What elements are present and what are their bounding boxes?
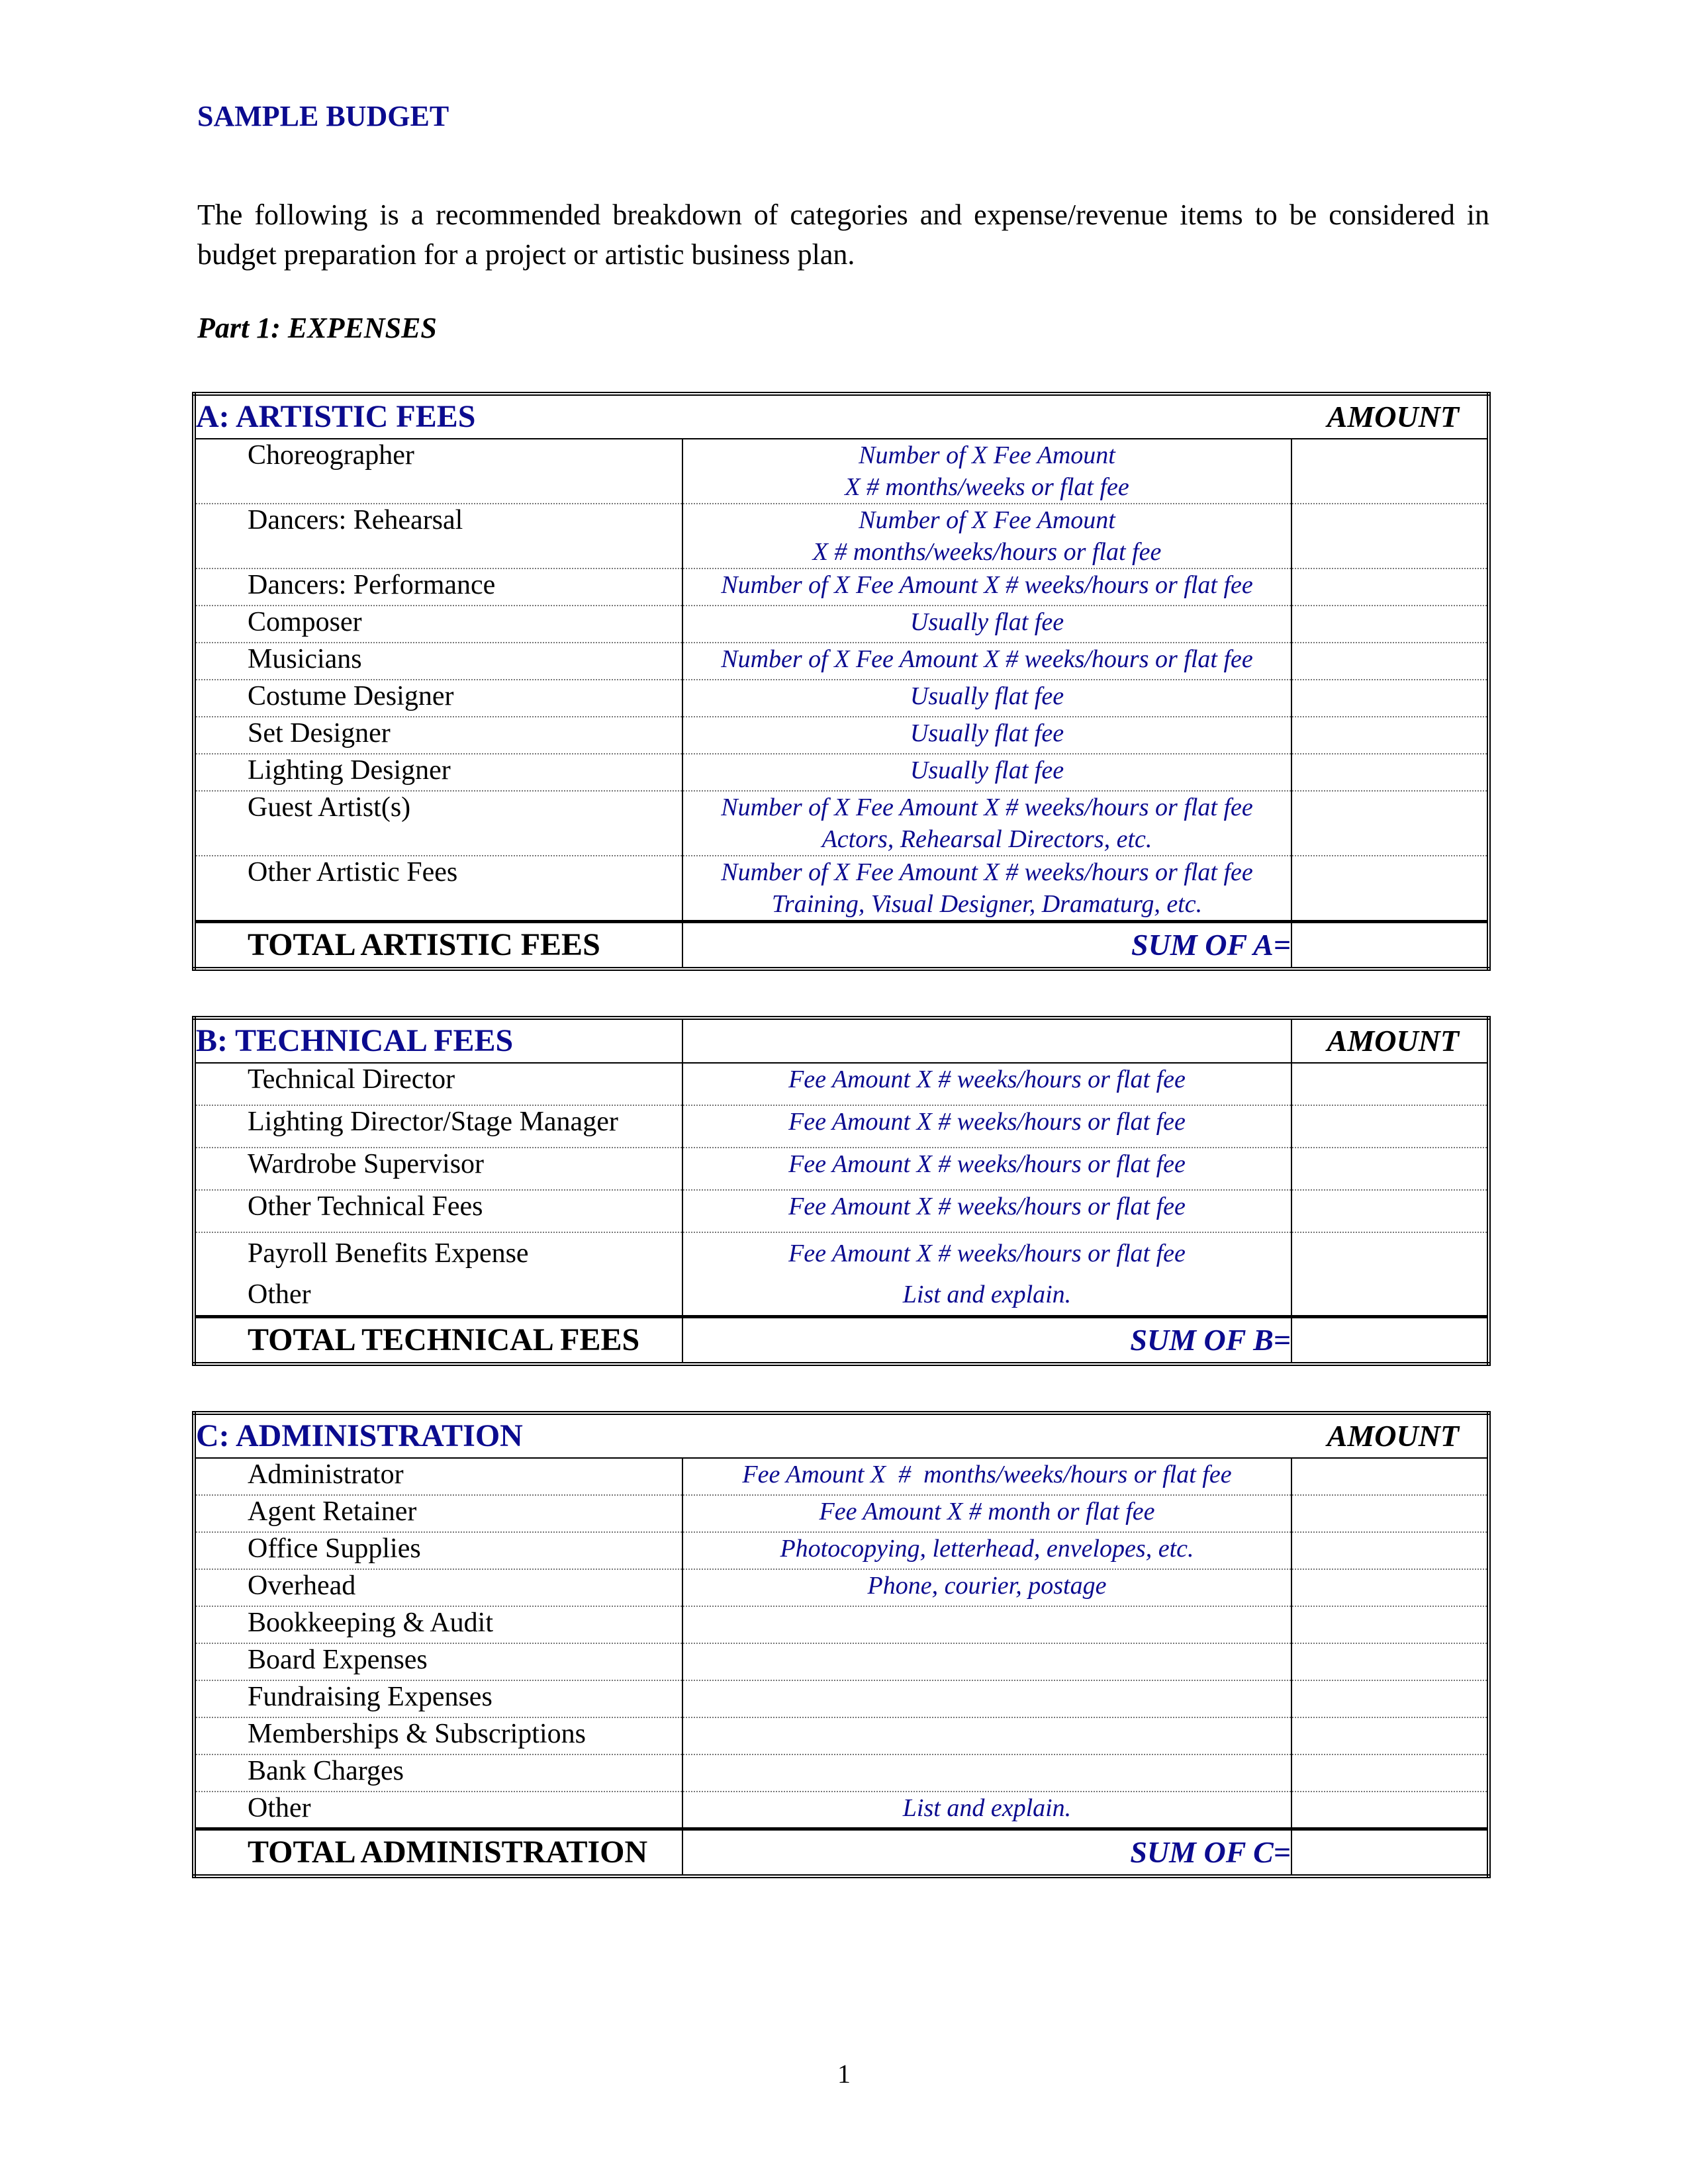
item-note: Fee Amount X # weeks/hours or flat fee List and explain. [682,1232,1291,1317]
item-label: Guest Artist(s) [194,791,682,856]
total-label: TOTAL TECHNICAL FEES [248,1322,640,1357]
item-note [682,1606,1291,1643]
amount-cell[interactable] [1291,1532,1489,1569]
item-label: Set Designer [194,717,682,754]
amount-cell[interactable] [1291,1105,1489,1148]
intro-paragraph: The following is a recommended breakdown of categories and expense/revenue items to be considered in budget preparation for a project or artistic business plan. [197,199,1489,271]
amount-cell[interactable] [1291,717,1489,754]
item-label: Payroll Benefits Expense Other [194,1232,682,1317]
item-note: Usually flat fee [682,754,1291,791]
item-note: Usually flat fee [682,680,1291,717]
amount-cell[interactable] [1291,643,1489,680]
item-note: Number of X Fee Amount X # weeks/hours or flat fee Actors, Rehearsal Directors, etc. [682,791,1291,856]
table-row [194,606,1489,643]
amount-cell[interactable] [1291,1495,1489,1532]
item-note: Fee Amount X # weeks/hours or flat fee [682,1105,1291,1148]
table-row [194,1606,1489,1643]
amount-cell[interactable] [1291,1232,1489,1317]
item-label: Overhead [194,1569,682,1606]
item-note [682,1680,1291,1717]
table-row [194,1792,1489,1829]
item-note: Usually flat fee [682,717,1291,754]
table-row [194,1232,1489,1317]
table-row [194,1717,1489,1754]
item-label: Costume Designer [194,680,682,717]
table-row [194,754,1489,791]
table-row [194,643,1489,680]
page-title: SAMPLE BUDGET [197,100,449,132]
item-note: Number of X Fee Amount X # weeks/hours or flat fee [682,643,1291,680]
item-note: Phone, courier, postage [682,1569,1291,1606]
amount-header: AMOUNT [1291,394,1489,439]
amount-cell[interactable] [1291,569,1489,606]
table-row [194,1680,1489,1717]
amount-cell[interactable] [1291,1643,1489,1680]
amount-cell[interactable] [1291,1680,1489,1717]
amount-cell[interactable] [1291,754,1489,791]
table-row [194,1190,1489,1232]
total-amount-cell[interactable] [1291,1317,1489,1365]
table-row [194,1148,1489,1190]
table-row [194,1495,1489,1532]
item-note: Number of X Fee Amount X # months/weeks/hours or flat fee [682,504,1291,569]
amount-cell[interactable] [1291,1754,1489,1792]
item-label: Agent Retainer [194,1495,682,1532]
item-note: Number of X Fee Amount X # weeks/hours or flat fee [682,569,1291,606]
item-label: Memberships & Subscriptions [194,1717,682,1754]
item-label: Wardrobe Supervisor [194,1148,682,1190]
amount-cell[interactable] [1291,1606,1489,1643]
item-label: Other [194,1792,682,1829]
item-label: Dancers: Performance [194,569,682,606]
item-note: Fee Amount X # months/weeks/hours or flat fee [682,1458,1291,1495]
page-number: 1 [837,2059,851,2089]
total-row [194,922,1489,970]
item-label: Bank Charges [194,1754,682,1792]
amount-cell[interactable] [1291,1458,1489,1495]
amount-cell[interactable] [1291,1063,1489,1105]
item-label: Other Artistic Fees [194,856,682,922]
total-row [194,1317,1489,1365]
item-note [682,1643,1291,1680]
sum-label: SUM OF B= [682,1317,1291,1365]
amount-cell[interactable] [1291,856,1489,922]
part-heading: Part 1: EXPENSES [197,312,437,344]
total-row [194,1829,1489,1876]
item-note: Fee Amount X # month or flat fee [682,1495,1291,1532]
item-note: Usually flat fee [682,606,1291,643]
item-note: Photocopying, letterhead, envelopes, etc. [682,1532,1291,1569]
table-row [194,1569,1489,1606]
administration-table [192,1411,1491,1878]
table-row [194,504,1489,569]
total-amount-cell[interactable] [1291,1829,1489,1876]
item-note [682,1754,1291,1792]
table-row [194,1063,1489,1105]
amount-cell[interactable] [1291,1148,1489,1190]
technical-fees-table [192,1016,1491,1366]
table-row [194,1105,1489,1148]
amount-cell[interactable] [1291,1717,1489,1754]
item-note: Number of X Fee Amount X # months/weeks or flat fee [682,439,1291,504]
section-heading: C: ADMINISTRATION [194,1413,1291,1458]
amount-cell[interactable] [1291,439,1489,504]
item-label: Office Supplies [194,1532,682,1569]
amount-cell[interactable] [1291,791,1489,856]
total-label: TOTAL ARTISTIC FEES [248,927,600,962]
sum-label: SUM OF C= [682,1829,1291,1876]
item-label: Dancers: Rehearsal [194,504,682,569]
table-row [194,717,1489,754]
section-heading: B: TECHNICAL FEES [194,1018,682,1063]
item-note: Number of X Fee Amount X # weeks/hours or flat fee Training, Visual Designer, Dramaturg, etc. [682,856,1291,922]
amount-cell[interactable] [1291,606,1489,643]
table-row [194,569,1489,606]
item-label: Fundraising Expenses [194,1680,682,1717]
item-label: Other Technical Fees [194,1190,682,1232]
item-note: Fee Amount X # weeks/hours or flat fee [682,1190,1291,1232]
table-row [194,1754,1489,1792]
table-row [194,791,1489,856]
item-note: Fee Amount X # weeks/hours or flat fee [682,1148,1291,1190]
item-note: List and explain. [682,1792,1291,1829]
artistic-fees-table [192,392,1491,971]
item-label: Musicians [194,643,682,680]
amount-cell[interactable] [1291,680,1489,717]
table-row [194,680,1489,717]
amount-header: AMOUNT [1291,1413,1489,1458]
item-note [682,1717,1291,1754]
item-label: Board Expenses [194,1643,682,1680]
heading-blank-cell [682,1018,1291,1063]
amount-cell[interactable] [1291,1190,1489,1232]
total-label: TOTAL ADMINISTRATION [248,1834,648,1870]
sum-label: SUM OF A= [682,922,1291,970]
item-label: Technical Director [194,1063,682,1105]
item-label: Administrator [194,1458,682,1495]
item-label: Choreographer [194,439,682,504]
item-label: Lighting Director/Stage Manager [194,1105,682,1148]
item-label: Bookkeeping & Audit [194,1606,682,1643]
amount-cell[interactable] [1291,1569,1489,1606]
table-row [194,1643,1489,1680]
item-label: Composer [194,606,682,643]
item-label: Lighting Designer [194,754,682,791]
table-row [194,1458,1489,1495]
amount-header: AMOUNT [1291,1018,1489,1063]
amount-cell[interactable] [1291,1792,1489,1829]
table-row [194,856,1489,922]
table-row [194,439,1489,504]
table-row [194,1532,1489,1569]
amount-cell[interactable] [1291,504,1489,569]
item-note: Fee Amount X # weeks/hours or flat fee [682,1063,1291,1105]
total-amount-cell[interactable] [1291,922,1489,970]
section-heading: A: ARTISTIC FEES [194,394,1291,439]
